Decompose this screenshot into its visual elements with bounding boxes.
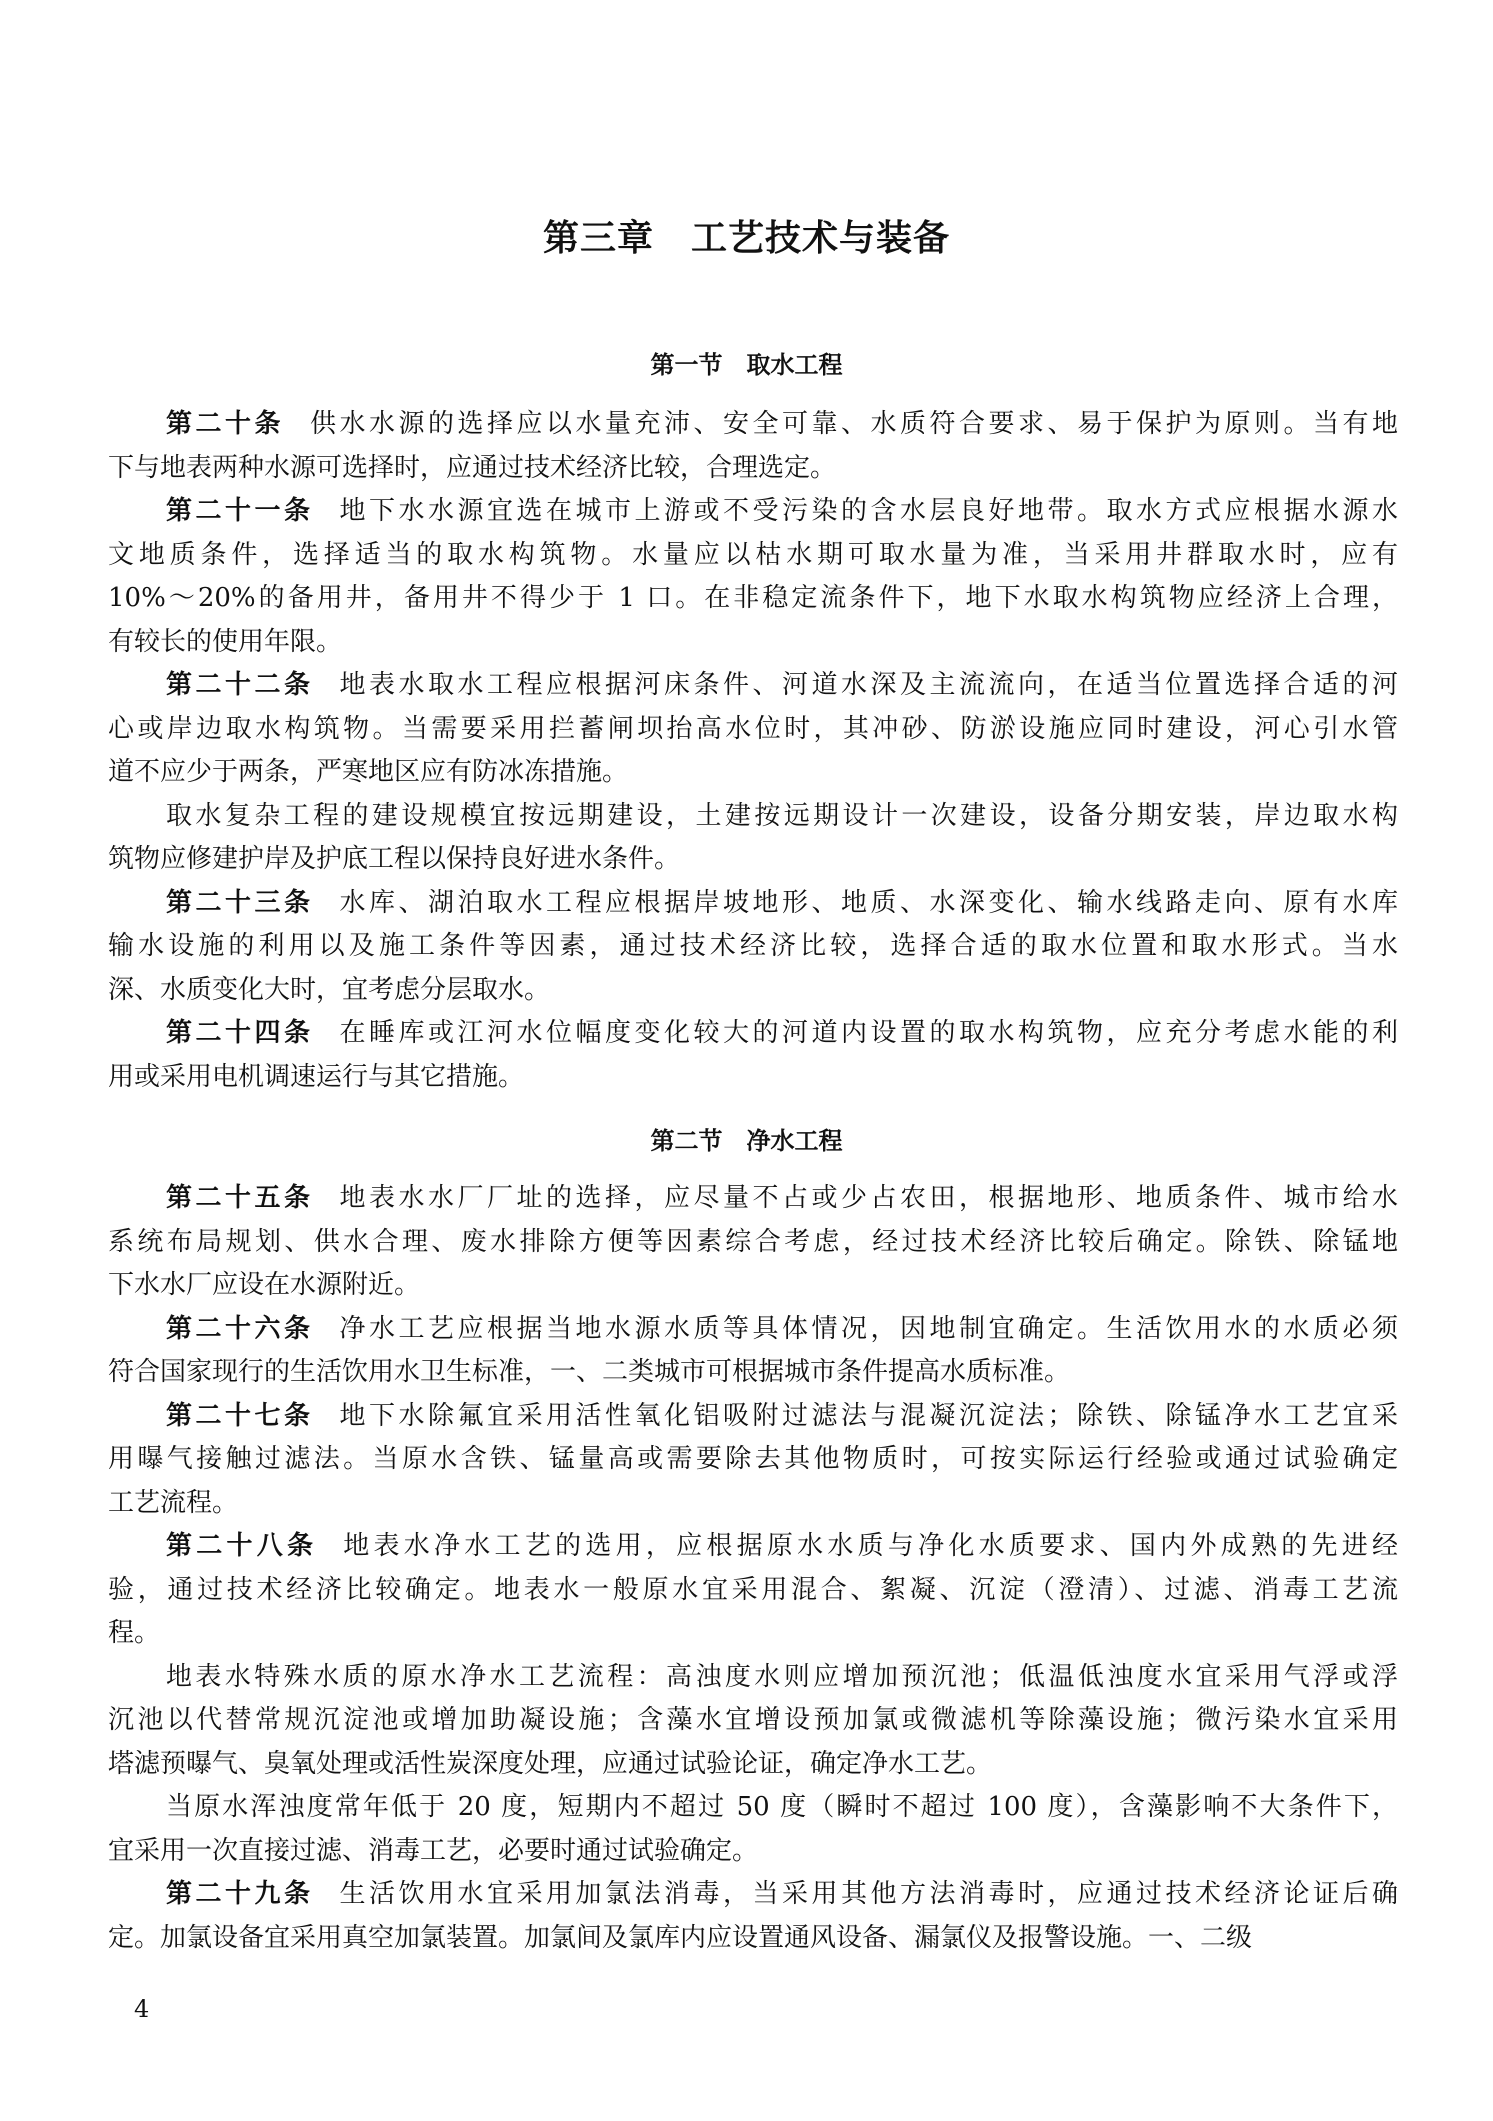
paragraph (108, 1012, 1398, 1099)
line-text: 定。加氯设备宜采用真空加氯装置。加氯间及氯库内应设置通风设备、漏氯仪及报警设施。一、二级 (108, 1922, 1253, 1953)
line-text: 地表水取水工程应根据河床条件、河道水深及主流流向，在适当位置选择合适的河 (339, 670, 1398, 700)
line-text: 地下水除氟宜采用活性氧化铝吸附过滤法与混凝沉淀法；除铁、除锰净水工艺宜采 (339, 1400, 1398, 1431)
line-text: 生活饮用水宜采用加氯法消毒，当采用其他方法消毒时，应通过技术经济论证后确 (339, 1879, 1398, 1909)
text-line (108, 1395, 1398, 1439)
text-line (108, 664, 1398, 708)
paragraph (108, 490, 1398, 664)
text-line (108, 1308, 1398, 1352)
paragraph (108, 403, 1398, 490)
text-line (108, 1525, 1398, 1569)
article-number: 第二十五条 (166, 1183, 314, 1213)
chapter-title: 第三章 工艺技术与装备 (542, 218, 950, 259)
text-line (108, 1569, 1398, 1613)
line-text: 在睡库或江河水位幅度变化较大的河道内设置的取水构筑物，应充分考虑水能的利 (339, 1018, 1398, 1048)
line-text: 工艺流程。 (108, 1487, 239, 1518)
paragraph (108, 795, 1398, 882)
paragraph (108, 1308, 1398, 1395)
text-line (108, 1786, 1398, 1830)
line-text: 地表水水厂厂址的选择，应尽量不占或少占农田，根据地形、地质条件、城市给水 (339, 1183, 1398, 1213)
text-line (108, 1917, 1398, 1961)
text-line (108, 447, 1398, 491)
text-line (108, 490, 1398, 534)
line-text: 用或采用电机调速运行与其它措施。 (108, 1061, 525, 1092)
article-number: 第二十八条 (166, 1531, 318, 1561)
text-line (108, 1056, 1398, 1100)
page-number: 4 (134, 1995, 150, 2023)
paragraph (108, 1873, 1398, 1960)
section-title-1: 第一节 取水工程 (650, 351, 843, 379)
text-line (108, 1264, 1398, 1308)
line-text: 供水水源的选择应以水量充沛、安全可靠、水质符合要求、易于保护为原则。当有地 (310, 409, 1398, 439)
text-line (108, 403, 1398, 447)
paragraph (108, 1786, 1398, 1873)
text-line (108, 751, 1398, 795)
line-text: 下与地表两种水源可选择时，应通过技术经济比较，合理选定。 (108, 452, 837, 483)
line-text: 沉池以代替常规沉淀池或增加助凝设施；含藻水宜增设预加氯或微滤机等除藻设施；微污染水宜采用 (108, 1705, 1398, 1735)
line-text: 程。 (108, 1618, 161, 1648)
line-text: 文地质条件，选择适当的取水构筑物。水量应以枯水期可取水量为准，当采用井群取水时，应有 (108, 539, 1398, 570)
text-line (108, 1482, 1398, 1526)
line-text: 下水水厂应设在水源附近。 (108, 1270, 421, 1300)
text-line (108, 1351, 1398, 1395)
line-text: 塔滤预曝气、臭氧处理或活性炭深度处理，应通过试验论证，确定净水工艺。 (108, 1748, 993, 1779)
line-text: 地表水特殊水质的原水净水工艺流程：高浊度水则应增加预沉池；低温低浊度水宜采用气浮或浮 (166, 1661, 1398, 1692)
paragraph (108, 1525, 1398, 1656)
line-text: 当原水浑浊度常年低于 20 度，短期内不超过 50 度（瞬时不超过 100 度），含藻影响不大条件下， (166, 1792, 1398, 1822)
line-text: 有较长的使用年限。 (108, 626, 343, 657)
line-text: 筑物应修建护岸及护底工程以保持良好进水条件。 (108, 844, 681, 874)
paragraph (108, 882, 1398, 1013)
line-text: 验，通过技术经济比较确定。地表水一般原水宜采用混合、絮凝、沉淀（澄清）、过滤、消毒工艺流 (108, 1574, 1398, 1605)
article-number: 第二十四条 (166, 1018, 314, 1048)
text-line (108, 925, 1398, 969)
line-text: 深、水质变化大时，宜考虑分层取水。 (108, 974, 551, 1005)
line-text: 地表水净水工艺的选用，应根据原水水质与净化水质要求、国内外成熟的先进经 (343, 1531, 1398, 1561)
line-text: 符合国家现行的生活饮用水卫生标准，一、二类城市可根据城市条件提高水质标准。 (108, 1357, 1071, 1387)
text-line (108, 882, 1398, 926)
text-line (108, 534, 1398, 578)
text-line (108, 838, 1398, 882)
text-line (108, 1830, 1398, 1874)
text-line (108, 621, 1398, 665)
text-line (108, 708, 1398, 752)
section-body-2 (108, 1177, 1398, 1960)
text-line (108, 1012, 1398, 1056)
article-number: 第二十九条 (166, 1879, 314, 1909)
text-line (108, 1656, 1398, 1700)
line-text: 系统布局规划、供水合理、废水排除方便等因素综合考虑，经过技术经济比较后确定。除铁、除锰地 (108, 1226, 1398, 1257)
line-text: 取水复杂工程的建设规模宜按远期建设，土建按远期设计一次建设，设备分期安装，岸边取水构 (166, 800, 1398, 831)
line-text: 10%～20%的备用井，备用井不得少于 1 口。在非稳定流条件下，地下水取水构筑物应经济上合理， (108, 583, 1398, 613)
article-number: 第二十三条 (166, 887, 314, 918)
paragraph (108, 664, 1398, 795)
text-line (108, 1177, 1398, 1221)
text-line (108, 1221, 1398, 1265)
text-line (108, 1699, 1398, 1743)
paragraph (108, 1177, 1398, 1308)
text-line (108, 969, 1398, 1013)
line-text: 心或岸边取水构筑物。当需要采用拦蓄闸坝抬高水位时，其冲砂、防淤设施应同时建设，河心引水管 (108, 713, 1398, 744)
line-text: 宜采用一次直接过滤、消毒工艺，必要时通过试验确定。 (108, 1835, 759, 1866)
article-number: 第二十七条 (166, 1400, 314, 1431)
line-text: 地下水水源宜选在城市上游或不受污染的含水层良好地带。取水方式应根据水源水 (339, 496, 1398, 526)
text-line (108, 795, 1398, 839)
article-number: 第二十二条 (166, 670, 314, 700)
section-title-2: 第二节 净水工程 (650, 1127, 843, 1155)
text-line (108, 1743, 1398, 1787)
line-text: 道不应少于两条，严寒地区应有防冰冻措施。 (108, 757, 629, 787)
line-text: 用曝气接触过滤法。当原水含铁、锰量高或需要除去其他物质时，可按实际运行经验或通过试验确定 (108, 1444, 1398, 1474)
article-number: 第二十六条 (166, 1313, 314, 1344)
line-text: 水库、湖泊取水工程应根据岸坡地形、地质、水深变化、输水线路走向、原有水库 (339, 887, 1398, 918)
article-number: 第二十条 (166, 409, 284, 439)
text-line (108, 1873, 1398, 1917)
text-line (108, 577, 1398, 621)
paragraph (108, 1395, 1398, 1526)
line-text: 净水工艺应根据当地水源水质等具体情况，因地制宜确定。生活饮用水的水质必须 (339, 1313, 1398, 1344)
paragraph (108, 1656, 1398, 1787)
article-number: 第二十一条 (166, 496, 314, 526)
text-line (108, 1438, 1398, 1482)
section-body-1 (108, 403, 1398, 1099)
line-text: 输水设施的利用以及施工条件等因素，通过技术经济比较，选择合适的取水位置和取水形式。当水 (108, 931, 1398, 961)
text-line (108, 1612, 1398, 1656)
